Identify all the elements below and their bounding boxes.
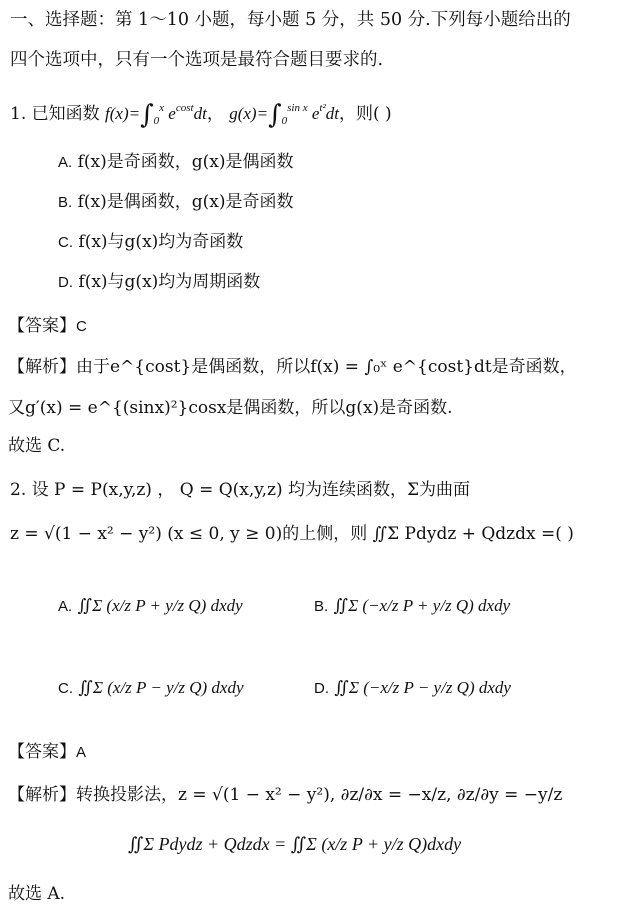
q1-option-c[interactable]: C. f(x)与g(x)均为奇函数 xyxy=(58,232,244,252)
section-header-line-1: 一、选择题：第 1～10 小题，每小题 5 分，共 50 分.下列每小题给出的 xyxy=(10,10,571,30)
q1-analysis-line-1: 【解析】由于e^{cost}是偶函数，所以f(x) = ∫₀ˣ e^{cost}dt是奇函数， xyxy=(8,357,577,377)
q2-option-a[interactable]: A. ∬Σ (x/z P + y/z Q) dxdy xyxy=(58,596,243,615)
q1-analysis-line-2: 又g′(x) = e^{(sinx)²}cosx是偶函数，所以g(x)是奇函数. xyxy=(8,398,453,418)
section-header-line-2: 四个选项中，只有一个选项是最符合题目要求的. xyxy=(10,50,384,70)
q1-option-d[interactable]: D. f(x)与g(x)均为周期函数 xyxy=(58,272,261,292)
question-1-stem: 1. 已知函数 $f(x)=\int_0^x$ $e^{cost}dt$， $g(x)=\int_0^{sin x}$ $e^{t^2}dt$，则( ) xyxy=(10,100,392,130)
q1-answer: 【答案】C xyxy=(8,316,87,336)
q1-option-a[interactable]: A. f(x)是奇函数，g(x)是偶函数 xyxy=(58,152,294,172)
q2-analysis-equation: ∬Σ Pdydz + Qdzdx = ∬Σ (x/z P + y/z Q)dxdy xyxy=(128,834,462,854)
q2-option-d[interactable]: D. ∬Σ (−x/z P − y/z Q) dxdy xyxy=(314,678,511,697)
q1-option-b[interactable]: B. f(x)是偶函数，g(x)是奇函数 xyxy=(58,192,294,212)
q2-option-b[interactable]: B. ∬Σ (−x/z P + y/z Q) dxdy xyxy=(314,596,511,615)
question-2-stem-line-1: 2. 设 P = P(x,y,z) ， Q = Q(x,y,z) 均为连续函数，Σ为曲面 xyxy=(10,480,471,500)
q2-conclusion: 故选 A. xyxy=(8,884,66,904)
q1-g-definition: $g(x)=\int_0^{sin x}$ $e^{t^2}dt$ xyxy=(229,100,339,130)
q2-answer: 【答案】A xyxy=(8,742,87,762)
question-2-stem-line-2: z = √(1 − x² − y²) (x ≤ 0, y ≥ 0)的上侧，则 ∬Σ Pdydz + Qdzdx =( ) xyxy=(10,524,574,544)
q1-conclusion: 故选 C. xyxy=(8,436,66,456)
q1-f-definition: $f(x)=\int_0^x$ $e^{cost}dt$ xyxy=(105,100,207,130)
q2-option-c[interactable]: C. ∬Σ (x/z P − y/z Q) dxdy xyxy=(58,678,244,697)
q2-analysis-line-1: 【解析】转换投影法，z = √(1 − x² − y²), ∂z/∂x = −x/z, ∂z/∂y = −y/z xyxy=(8,785,563,805)
